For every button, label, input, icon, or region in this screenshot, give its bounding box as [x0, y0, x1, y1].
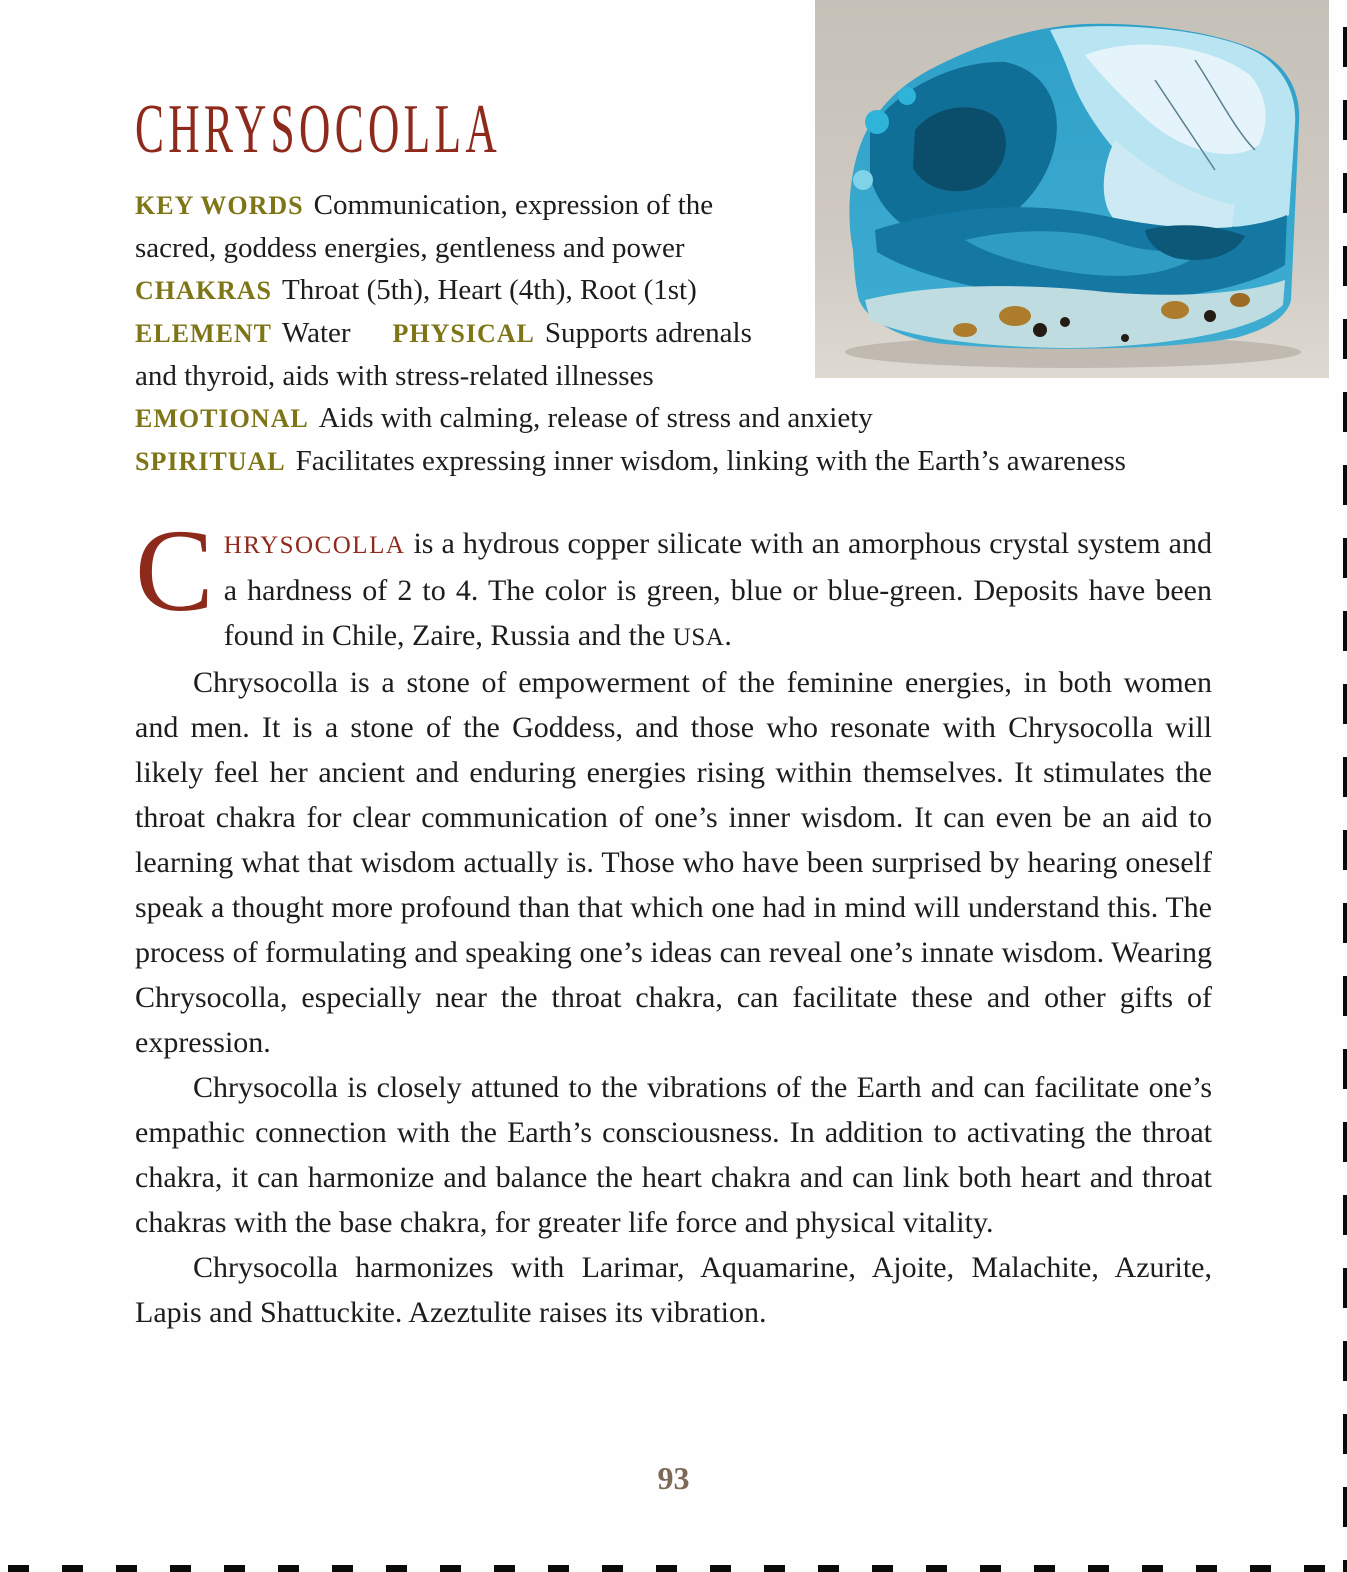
usa-acronym: USA: [672, 624, 725, 651]
spiritual-label: SPIRITUAL: [135, 447, 286, 476]
physical-label: PHYSICAL: [392, 319, 535, 348]
page-title: CHRYSOCOLLA: [135, 91, 502, 168]
property-element-physical: [135, 312, 783, 397]
key-words-text: Communication, expression of the sacred, goddess energies, gentleness and power: [135, 189, 714, 264]
drop-cap: C: [135, 505, 214, 636]
element-text: Water: [282, 317, 351, 349]
chakras-label: CHAKRAS: [135, 276, 273, 305]
paragraph-1-period: .: [724, 619, 732, 652]
property-emotional: [135, 397, 1212, 440]
property-chakras: [135, 269, 783, 312]
key-words-label: KEY WORDS: [135, 191, 304, 220]
body-text: [135, 505, 1212, 1335]
right-edge-registration-marks: [1343, 27, 1347, 1572]
bottom-edge-registration-marks: [8, 1565, 1347, 1572]
paragraph-1: [135, 505, 1212, 660]
chakras-text: Throat (5th), Heart (4th), Root (1st): [282, 274, 697, 306]
properties-block: [135, 184, 1212, 483]
page-content: [135, 0, 1212, 1335]
paragraph-2: Chrysocolla is a stone of empowerment of the feminine energies, in both women and men. It is a stone of the Goddess, and those who resonate with Chrysocolla will likely feel her ancient and enduring energies rising within themselves. It stimulates the throat chakra for clear communication of one’s inner wisdom. It can even be an aid to learning what that wisdom actually is. Those who have been surprised by hearing oneself speak a thought more profound than that which one had in mind will understand this. The process of formulating and speaking one’s ideas can reveal one’s innate wisdom. Wearing Chrysocolla, especially near the throat chakra, can facilitate these and other gifts of expression.: [135, 666, 1212, 1059]
emotional-text: Aids with calming, release of stress and anxiety: [318, 402, 873, 434]
paragraph-4: Chrysocolla harmonizes with Larimar, Aquamarine, Ajoite, Malachite, Azurite, Lapis and Shattuckite. Azeztulite raises its vibration.: [135, 1251, 1212, 1329]
property-spiritual: [135, 440, 1212, 483]
paragraph-1-text: is a hydrous copper silicate with an amorphous crystal system and a hardness of 2 to 4. The color is green, blue or blue-green. Deposits have been found in Chile, Zaire, Russia and the: [223, 527, 1212, 652]
spiritual-text: Facilitates expressing inner wisdom, linking with the Earth’s awareness: [295, 445, 1126, 477]
lead-word-smallcaps: HRYSOCOLLA: [223, 532, 406, 559]
paragraph-3: Chrysocolla is closely attuned to the vibrations of the Earth and can facilitate one’s empathic connection with the Earth’s consciousness. In addition to activating the throat chakra, it can harmonize and balance the heart chakra and can link both heart and throat chakras with the base chakra, for greater life force and physical vitality.: [135, 1071, 1212, 1239]
element-label: ELEMENT: [135, 319, 273, 348]
emotional-label: EMOTIONAL: [135, 404, 309, 433]
physical-text: Supports adrenals and thyroid, aids with stress-related illnesses: [135, 317, 752, 392]
page-number: 93: [657, 1460, 690, 1496]
property-key-words: [135, 184, 783, 269]
